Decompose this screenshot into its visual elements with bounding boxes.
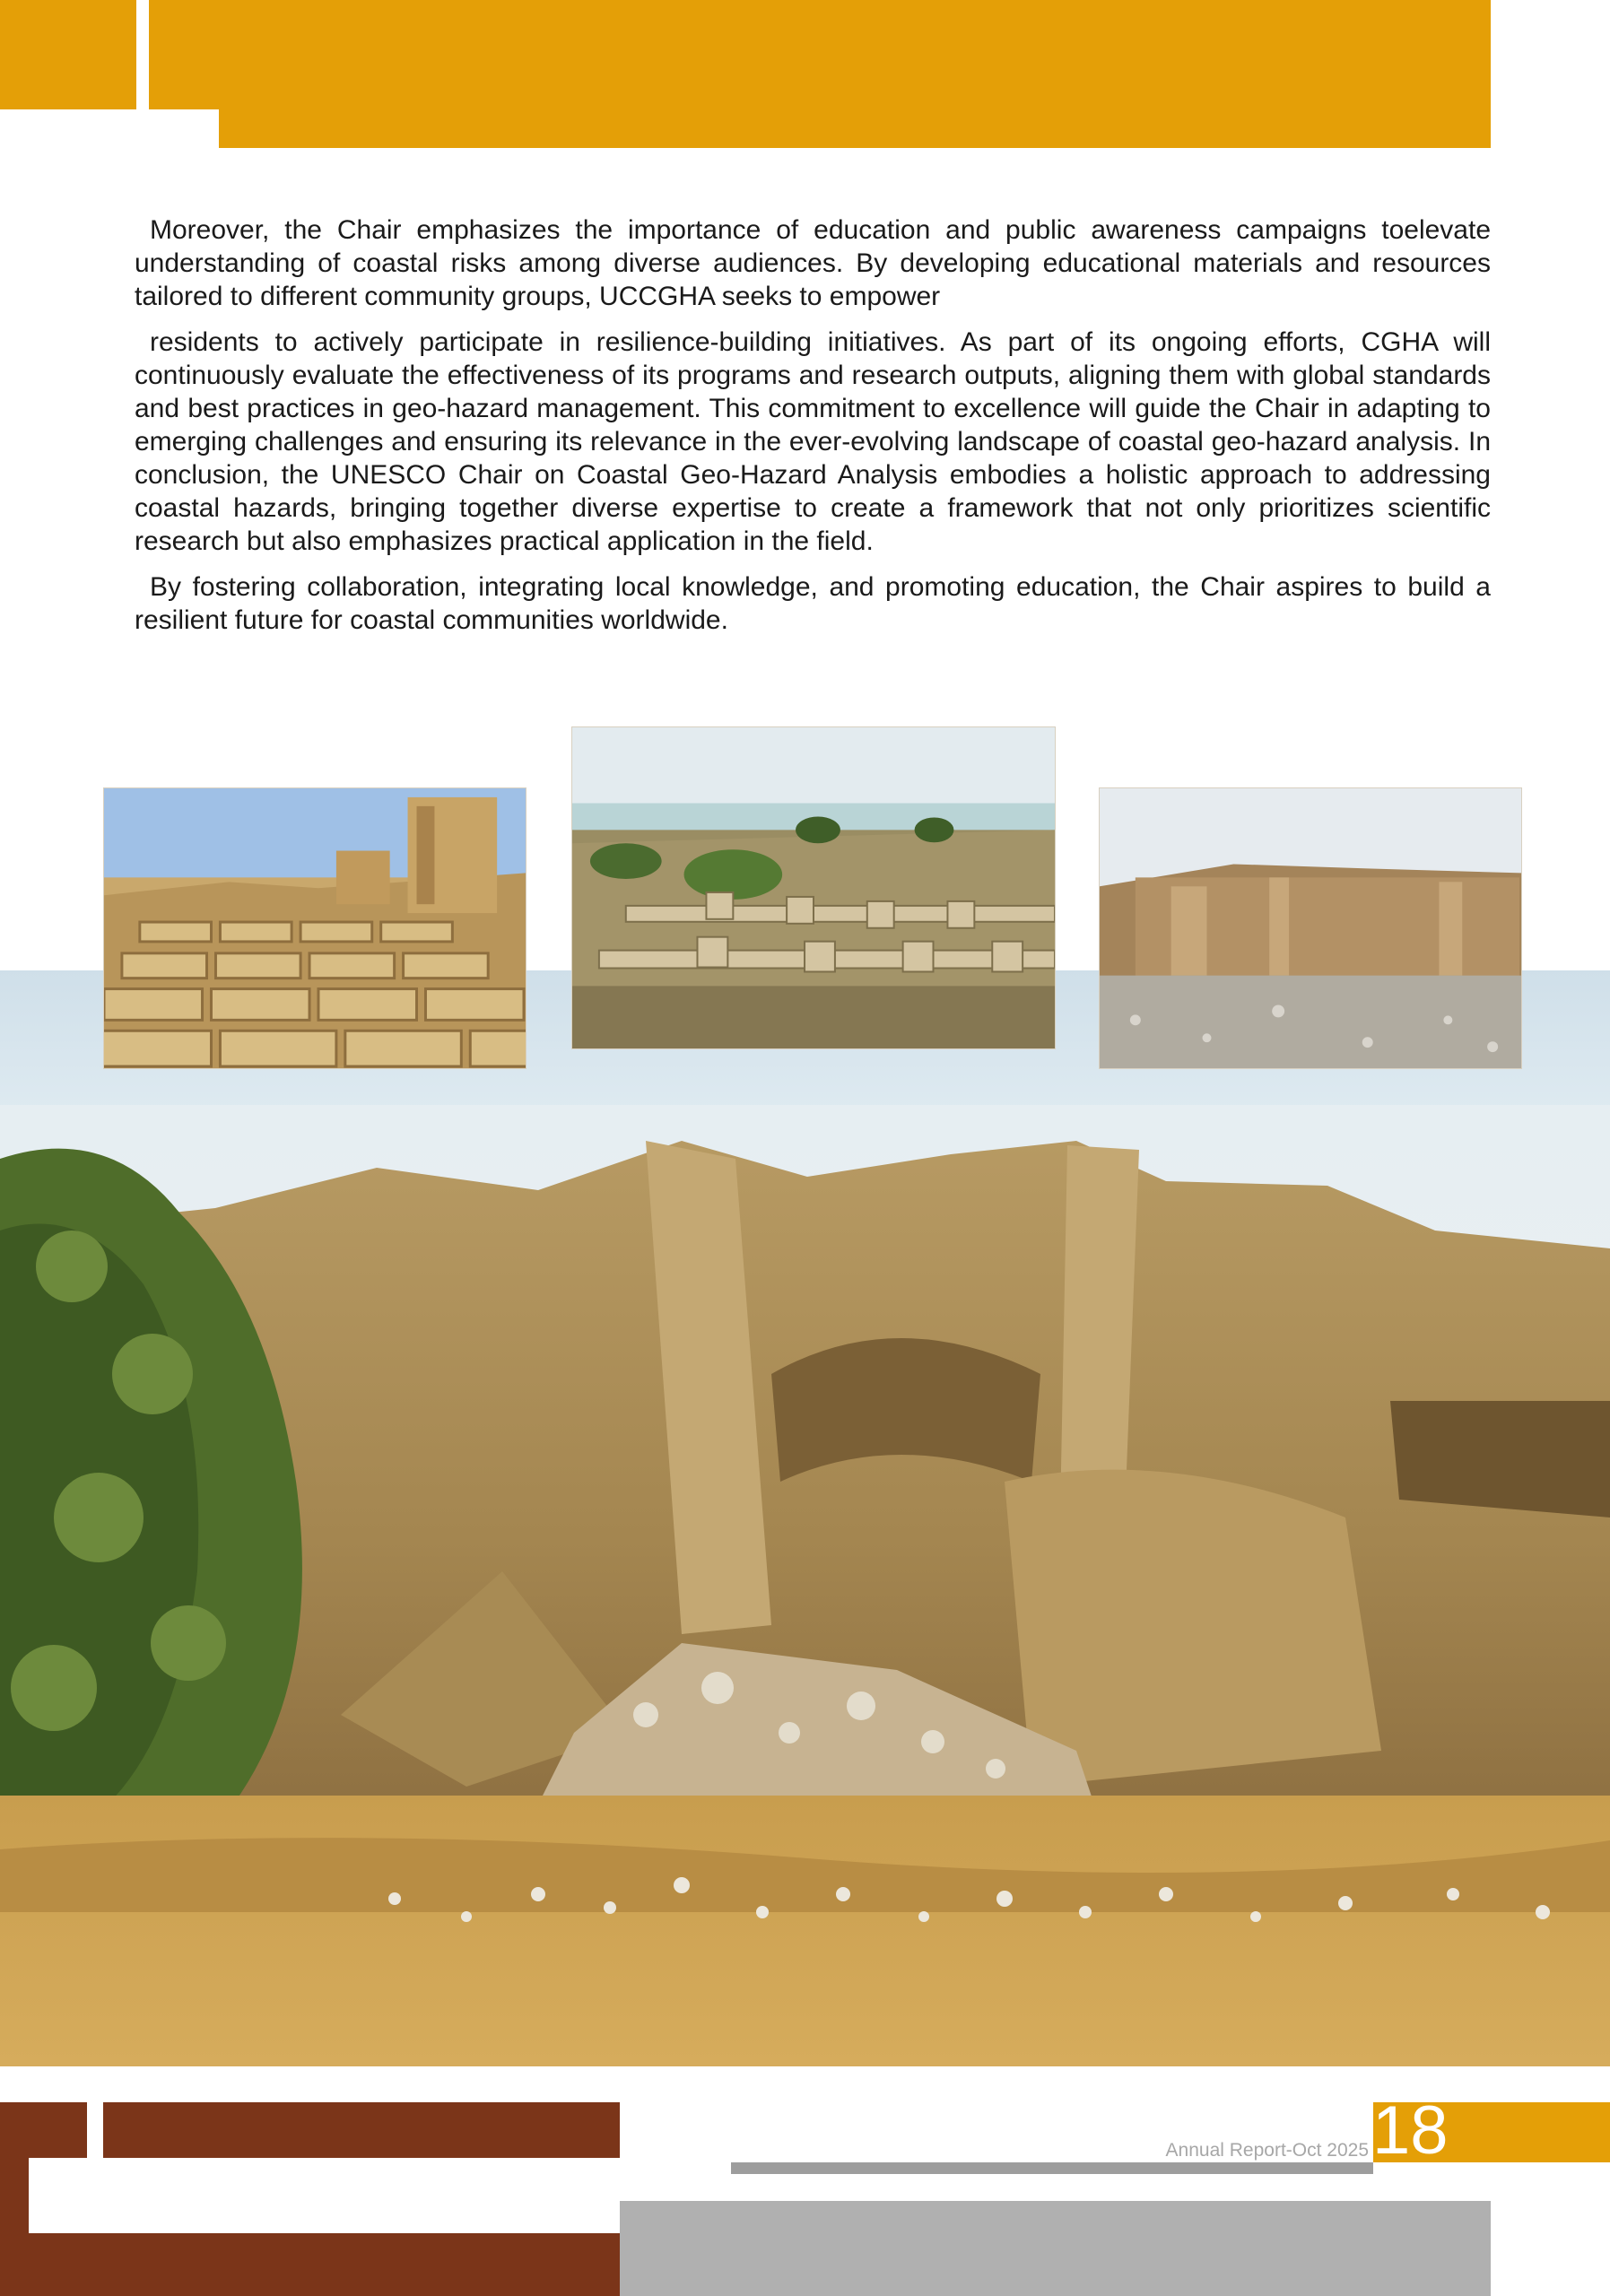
footer-gray-strip bbox=[731, 2162, 1373, 2174]
footer-brown-top bbox=[103, 2102, 620, 2158]
header-notch bbox=[0, 109, 219, 148]
paragraph-1: Moreover, the Chair emphasizes the importance of education and public awareness campaigns toelevate understanding of coastal risks among diverse audiences. By developing educational materials and resources tailored to different community groups, UCCGHA seeks to empower bbox=[135, 215, 1491, 311]
page-number: 18 bbox=[1372, 2092, 1449, 2169]
photo-coastal-ruins bbox=[571, 726, 1056, 1049]
footer-gray-block bbox=[620, 2201, 1491, 2296]
photo-stone-chambers bbox=[103, 787, 527, 1069]
header-orange-bar bbox=[149, 0, 1491, 148]
paragraph-2: residents to actively participate in resilience-building initiatives. As part of its ongoing efforts, CGHA will continuously evaluate the effectiveness of its programs and research outputs, aligning them with global standards and best practices in geo-hazard management. This commitment to excellence will guide the Chair in adapting to emerging challenges and ensuring its relevance in the ever-evolving landscape of coastal geo-hazard analysis. In conclusion, the UNESCO Chair on Coastal Geo-Hazard Analysis embodies a holistic approach to addressing coastal hazards, bringing together diverse expertise to create a framework that not only prioritizes scientific research but also emphasizes practical application in the field. bbox=[135, 327, 1491, 556]
body-text bbox=[135, 213, 1491, 649]
photo-eroded-wall bbox=[1099, 787, 1522, 1069]
header-orange-block-left bbox=[0, 0, 136, 109]
paragraph-3: By fostering collaboration, integrating local knowledge, and promoting education, the Chair aspires to build a resilient future for coastal communities worldwide. bbox=[135, 572, 1491, 635]
footer-report-label: Annual Report-Oct 2025 bbox=[1165, 2140, 1369, 2161]
photo-collapsed-cliff bbox=[0, 1105, 1610, 2066]
header-gap bbox=[136, 0, 149, 109]
footer-brown-bottom bbox=[87, 2233, 620, 2296]
